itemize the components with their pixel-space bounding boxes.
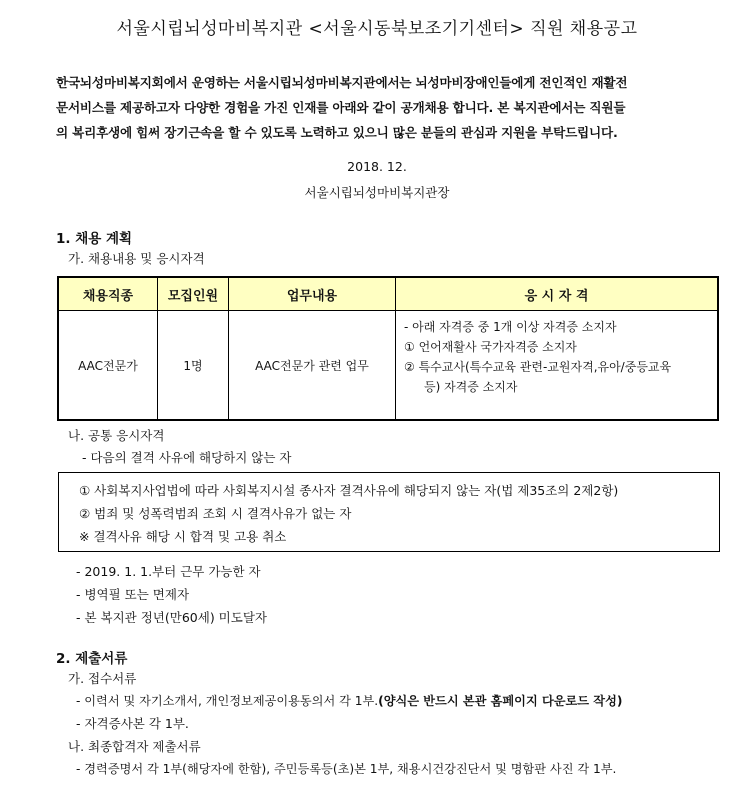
section1-sub-a: 가. 채용내용 및 응시자격 <box>68 251 205 266</box>
page-title: 서울시립뇌성마비복지관 <서울시동북보조기기센터> 직원 채용공고 <box>116 19 638 39</box>
submission-line: - 자격증사본 각 1부. <box>76 716 189 731</box>
notice-date: 2018. 12. <box>347 159 407 174</box>
section2-sub-b: 나. 최종합격자 제출서류 <box>68 739 201 754</box>
submission-line <box>76 692 622 709</box>
disqualification-box <box>58 472 720 552</box>
count-cell: 1명 <box>158 311 229 421</box>
extra-line: - 2019. 1. 1.부터 근무 가능한 자 <box>76 564 261 579</box>
requirement-line: ① 언어재활사 국가자격증 소지자 <box>404 340 577 354</box>
box-line: ② 범죄 및 성폭력범죄 조회 시 결격사유가 없는 자 <box>79 506 352 521</box>
recruitment-table <box>57 276 719 421</box>
intro-line: 문서비스를 제공하고자 다양한 경험을 가진 인재를 아래와 같이 공개채용 합니다. 본 복지관에서는 직원들 <box>56 100 626 115</box>
sub-b-line: - 다음의 결격 사유에 해당하지 않는 자 <box>82 450 292 465</box>
extra-line: - 본 복지관 정년(만60세) 미도달자 <box>76 610 267 625</box>
table-header: 업무내용 <box>229 277 396 311</box>
box-line: ① 사회복지사업법에 따라 사회복지시설 종사자 결격사유에 해당되지 않는 자(법 제35조의 2제2항) <box>79 483 619 498</box>
table-header: 모집인원 <box>158 277 229 311</box>
intro-line: 한국뇌성마비복지회에서 운영하는 서울시립뇌성마비복지관에서는 뇌성마비장애인들에게 전인적인 재활전 <box>56 75 628 90</box>
table-row <box>58 311 718 421</box>
table-header-row <box>58 277 718 311</box>
job-cell: AAC전문가 <box>58 311 158 421</box>
issuer: 서울시립뇌성마비복지관장 <box>304 185 450 200</box>
table-header: 응 시 자 격 <box>396 277 719 311</box>
section2-heading: 2. 제출서류 <box>56 651 128 667</box>
requirement-line: ② 특수교사(특수교육 관련-교원자격,유아/중등교육 <box>404 360 672 374</box>
requirement-line: - 아래 자격증 중 1개 이상 자격증 소지자 <box>404 320 617 334</box>
submission-note: (양식은 반드시 본관 홈페이지 다운로드 작성) <box>378 694 623 708</box>
final-docs-line: - 경력증명서 각 1부(해당자에 한함), 주민등록등(초)본 1부, 채용시건강진단서 및 명함판 사진 각 1부. <box>76 762 617 776</box>
table-header: 채용직종 <box>58 277 158 311</box>
section2-sub-a: 가. 접수서류 <box>68 671 137 686</box>
requirement-line: 등) 자격증 소지자 <box>424 380 518 394</box>
submission-line-text: - 이력서 및 자기소개서, 개인정보제공이용동의서 각 1부. <box>76 694 379 708</box>
box-line: ※ 결격사유 해당 시 합격 및 고용 취소 <box>79 529 287 544</box>
section1-sub-b: 나. 공통 응시자격 <box>68 428 165 443</box>
duty-cell: AAC전문가 관련 업무 <box>229 311 396 421</box>
section1-heading: 1. 채용 계획 <box>56 231 133 247</box>
requirements-cell <box>396 311 719 421</box>
intro-line: 의 복리후생에 힘써 장기근속을 할 수 있도록 노력하고 있으니 많은 분들의 관심과 지원을 부탁드립니다. <box>56 125 618 140</box>
extra-line: - 병역필 또는 면제자 <box>76 587 190 602</box>
